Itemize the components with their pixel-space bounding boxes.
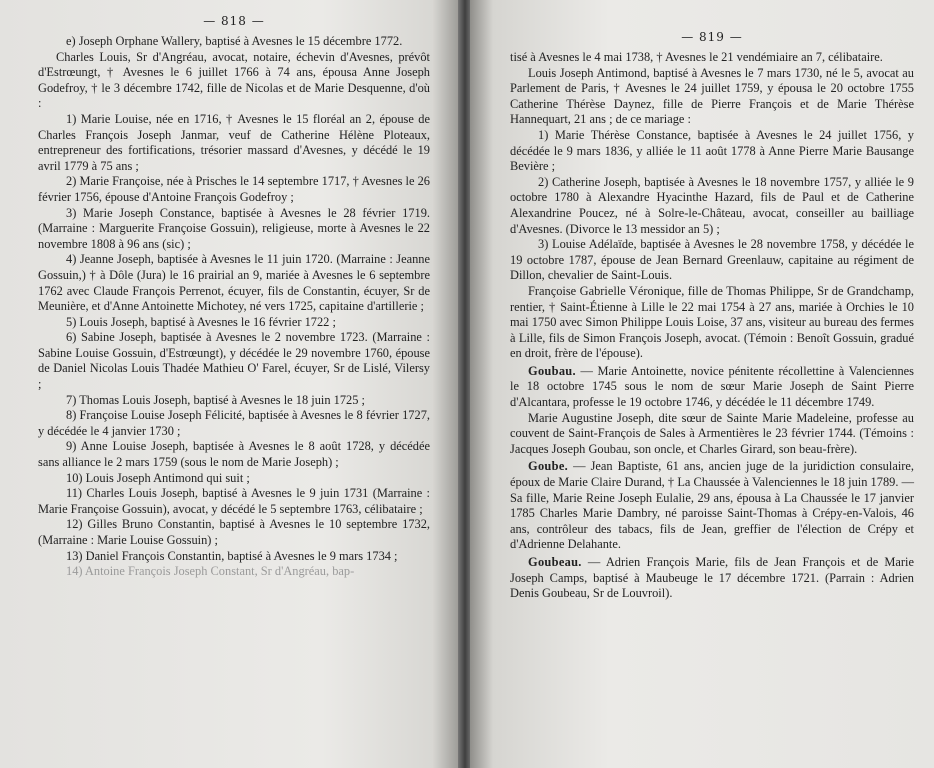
right-page-body [510,50,914,602]
entry-text: — Jean Baptiste, 61 ans, ancien juge de la juridiction consulaire, époux de Marie Claire Durand, † La Chaussée à Valenciennes le 18 juin 1789. — Sa fille, Marie Reine Joseph Eulalie, 29 ans, épousa à La Chaussée le 17 janvier 1785 Charles Marie Dambry, né paroisse Saint-Thomas à Crépy-en-Valois, 46 ans, contrôleur des tabacs, fils de Jean, greffier de l'élection de Crépy et d'Adrienne Delahante. [510,459,914,552]
paragraph: 12) Gilles Bruno Constantin, baptisé à Avesnes le 10 septembre 1732, (Marraine : Marie Louise Gossuin) ; [38,517,430,547]
right-page [470,0,934,768]
paragraph: Louis Joseph Antimond, baptisé à Avesnes le 7 mars 1730, né le 5, avocat au Parlement de Paris, † Avesnes le 24 juillet 1759, y épousa le 20 octobre 1755 Catherine Thérèse Daynez, fille de Pierre François et de Marie Thérèse Hannequart, 21 ans ; de ce mariage : [510,65,914,127]
left-page [0,0,460,768]
paragraph: 13) Daniel François Constantin, baptisé à Avesnes le 9 mars 1734 ; [66,548,398,563]
entry-goube [510,459,914,553]
page-number-left: — 818 — [203,14,265,28]
left-page-body [38,34,430,580]
entry-text: — Adrien François Marie, fils de Jean François et de Marie Joseph Camps, baptisé à Maubeuge le 17 décembre 1721. (Parrain : Adrien Denis Goubeau, Sr de Louvroil). [510,555,914,601]
paragraph: Marie Augustine Joseph, dite sœur de Sainte Marie Madeleine, professe au couvent de Saint-François de Sales à Armentières le 23 février 1744. (Témoins : Jacques Joseph Goubau, son oncle, et Charles Girard, son beau-frère). [510,410,914,456]
page-number-right: — 819 — [681,30,743,44]
entry-heading: Goube. [528,459,569,474]
paragraph: 3) Louise Adélaïde, baptisée à Avesnes le 28 novembre 1758, y décédée le 19 octobre 1787, épouse de Jean Bernard Greenlauw, capitaine au régiment de Dillon, chevalier de Saint-Louis. [510,237,914,283]
paragraph: e) Joseph Orphane Wallery, baptisé à Avesnes le 15 décembre 1772. [66,34,403,48]
paragraph: tisé à Avesnes le 4 mai 1738, † Avesnes le 21 vendémiaire an 7, célibataire. [510,50,883,64]
entry-goubau [510,364,914,411]
paragraph: 9) Anne Louise Joseph, baptisée à Avesnes le 8 août 1728, y décédée sans alliance le 2 mars 1759 (sous le nom de Marie Joseph) ; [38,439,430,470]
paragraph: Charles Louis, Sr d'Angréau, avocat, notaire, échevin d'Avesnes, prévôt d'Estrœungt, † Avesnes le 6 juillet 1766 à 74 ans, épousa Anne Joseph Godefroy, † le 3 décembre 1742, fille de Nicolas et de Marie Desquenne, d'où : [38,49,430,111]
paragraph: 7) Thomas Louis Joseph, baptisé à Avesnes le 18 juin 1725 ; [66,392,365,407]
paragraph: 1) Marie Louise, née en 1716, † Avesnes le 15 floréal an 2, épouse de Charles François Joseph Janmar, veuf de Catherine Hélène Ploteaux, entrepreneur des fortifications, trésorier massard d'Avesnes, y décédé le 19 avril 1779 à 75 ans ; [38,111,430,173]
paragraph: 2) Marie Françoise, née à Prisches le 14 septembre 1717, † Avesnes le 26 février 1756, épouse d'Antoine François Godefroy ; [38,174,430,204]
paragraph: Françoise Gabrielle Véronique, fille de Thomas Philippe, Sr de Grandchamp, rentier, † Saint-Étienne à Lille le 22 mai 1754 à 27 ans, mariée à Orchies le 10 mai 1750 avec Simon Philippe Louis Loise, 37 ans, visiteur au bureau des fermes à Lille, fils de Simon François Joseph, avocat. (Témoin : Benoît Gossuin, gradué en droit, frère de l'épouse). [510,283,914,361]
paragraph: 10) Louis Joseph Antimond qui suit ; [66,470,250,485]
paragraph: 11) Charles Louis Joseph, baptisé à Avesnes le 9 juin 1731 (Marraine : Marie Françoise Gossuin), avocat, y décédé le 5 septembre 1763, célibataire ; [38,486,430,516]
paragraph: 1) Marie Thérèse Constance, baptisée à Avesnes le 24 juillet 1756, y décédée le 9 mars 1836, y alliée le 11 août 1778 à Anne Pierre Marie Bausange Bevière ; [510,127,914,174]
paragraph: 5) Louis Joseph, baptisé à Avesnes le 16 février 1722 ; [66,314,336,329]
entry-goubeau [510,555,914,602]
paragraph: 8) Françoise Louise Joseph Félicité, baptisée à Avesnes le 8 février 1727, y décédée le 4 janvier 1730 ; [38,408,430,438]
paragraph: 6) Sabine Joseph, baptisée à Avesnes le 2 novembre 1723. (Marraine : Sabine Louise Gossuin, d'Estrœungt), y décédée le 29 novembre 1760, épouse de Daniel Nicolas Louis Thadée Mathieu O' Farel, écuyer, Sr de Lislé, Vilersy ; [38,330,430,392]
paragraph: 4) Jeanne Joseph, baptisée à Avesnes le 11 juin 1720. (Marraine : Jeanne Gossuin,) † à Dôle (Jura) le 16 prairial an 9, mariée à Avesnes le 6 septembre 1762 avec Claude François Perrenot, écuyer, fils de Constantin, écuyer, Sr de Meunière, et d'Anne Antoinette Michotey, né vers 1725, capitaine d'artillerie ; [38,252,430,314]
entry-text: — Marie Antoinette, novice pénitente récollettine à Valenciennes le 18 octobre 1745 sous le nom de sœur Marie Joseph de Saint Pierre d'Alcantara, professe le 19 octobre 1746, y décédée le 11 décembre 1749. [510,363,914,410]
paragraph: 2) Catherine Joseph, baptisée à Avesnes le 18 novembre 1757, y alliée le 9 octobre 1780 à Alexandre Hyacinthe Hazard, fils de Paul et de Catherine Alexandrine Poucez, né à Solre-le-Château, avocat, conseiller au bailliage d'Avesnes. (Divorce le 13 messidor an 5) ; [510,174,914,236]
entry-heading: Goubeau. [528,555,582,569]
paragraph: 14) Antoine François Joseph Constant, Sr d'Angréau, bap- [66,564,355,579]
entry-heading: Goubau. [528,363,576,378]
paragraph: 3) Marie Joseph Constance, baptisée à Avesnes le 28 février 1719. (Marraine : Marguerite Françoise Gossuin), religieuse, morte à Avesnes le 22 novembre 1808 à 96 ans (sic) ; [38,205,430,251]
